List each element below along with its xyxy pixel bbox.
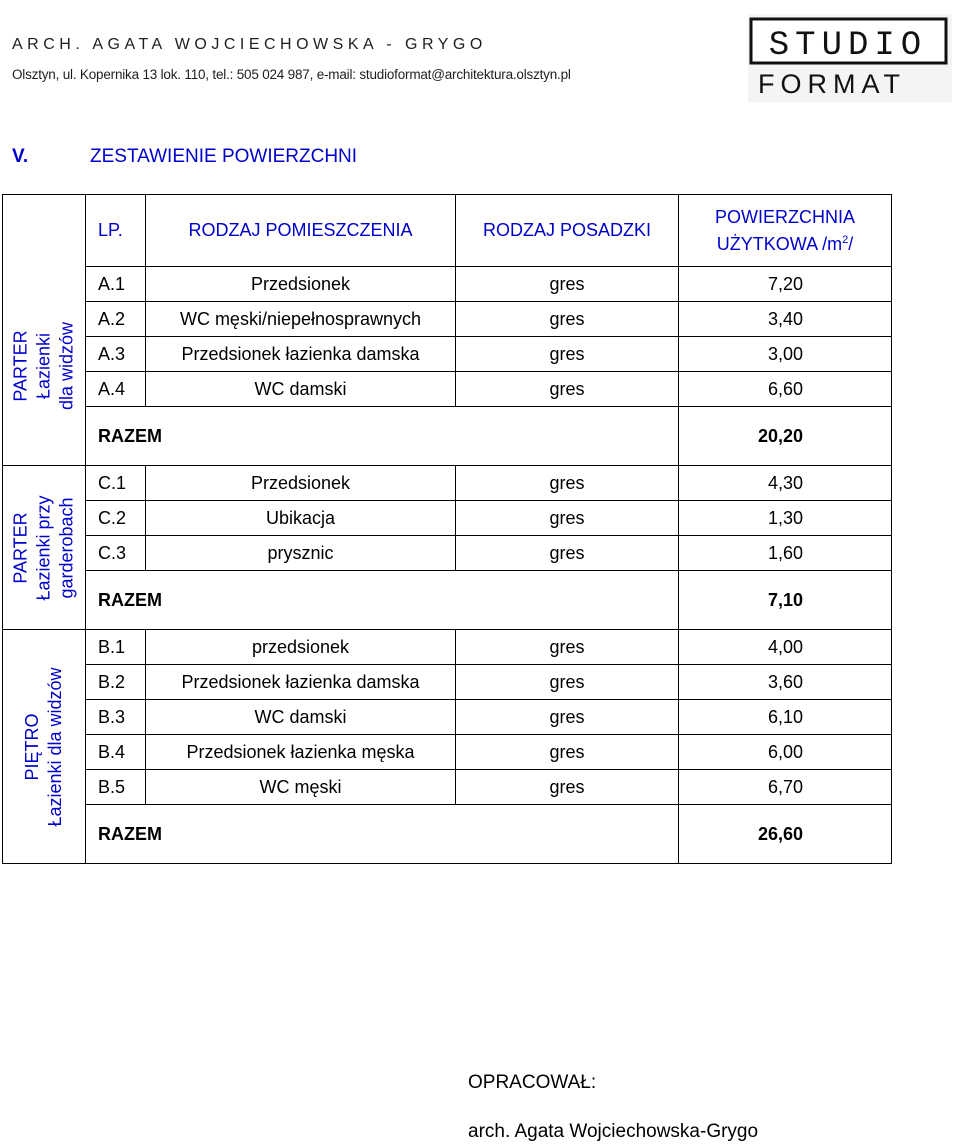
table-row bbox=[3, 372, 892, 407]
group-label-line: Łazienki przy bbox=[33, 494, 54, 601]
row-code: A.1 bbox=[86, 267, 146, 302]
table-row bbox=[3, 770, 892, 805]
row-floor: gres bbox=[456, 630, 679, 665]
sum-label: RAZEM bbox=[86, 407, 679, 466]
sum-label: RAZEM bbox=[86, 805, 679, 864]
area-summary-table bbox=[2, 194, 892, 864]
row-room: prysznic bbox=[146, 536, 456, 571]
row-area: 1,30 bbox=[679, 501, 892, 536]
row-room: przedsionek bbox=[146, 630, 456, 665]
table-row bbox=[3, 267, 892, 302]
column-header-area-line1: POWIERZCHNIA bbox=[714, 206, 855, 227]
table-row bbox=[3, 337, 892, 372]
row-area: 6,00 bbox=[679, 735, 892, 770]
table-row bbox=[3, 466, 892, 501]
table-row bbox=[3, 630, 892, 665]
table-header-row bbox=[3, 195, 892, 267]
header-empty-cell bbox=[3, 195, 86, 267]
row-room: Przedsionek łazienka damska bbox=[146, 337, 456, 372]
row-code: B.4 bbox=[86, 735, 146, 770]
row-area: 3,40 bbox=[679, 302, 892, 337]
row-code: A.2 bbox=[86, 302, 146, 337]
contact-address: Olsztyn, ul. Kopernika 13 lok. 110, tel.: 505 024 987, e-mail: studioformat@architektura.olsztyn.pl bbox=[12, 67, 571, 82]
group-label-line: PIĘTRO bbox=[22, 713, 42, 781]
row-area: 3,00 bbox=[679, 337, 892, 372]
column-header-area bbox=[679, 195, 892, 267]
row-code: C.1 bbox=[86, 466, 146, 501]
row-room: WC damski bbox=[146, 372, 456, 407]
group-label-parter-garderoby bbox=[3, 466, 86, 630]
row-code: B.2 bbox=[86, 665, 146, 700]
row-area: 7,20 bbox=[679, 267, 892, 302]
row-area: 3,60 bbox=[679, 665, 892, 700]
group-label-line: PARTER bbox=[10, 330, 31, 402]
row-code: B.3 bbox=[86, 700, 146, 735]
row-room: WC męski/niepełnosprawnych bbox=[146, 302, 456, 337]
group-label-line: garderobach bbox=[56, 496, 77, 599]
column-header-area-line2: UŻYTKOWA /m bbox=[716, 233, 843, 254]
row-code: A.4 bbox=[86, 372, 146, 407]
row-floor: gres bbox=[456, 501, 679, 536]
group-label-pietro-widzow bbox=[3, 630, 86, 864]
table-row bbox=[3, 302, 892, 337]
table-row bbox=[3, 700, 892, 735]
sum-row bbox=[3, 805, 892, 864]
row-floor: gres bbox=[456, 372, 679, 407]
column-header-area-end: / bbox=[848, 233, 854, 254]
row-room: Przedsionek bbox=[146, 466, 456, 501]
row-area: 6,10 bbox=[679, 700, 892, 735]
row-room: WC męski bbox=[146, 770, 456, 805]
row-code: A.3 bbox=[86, 337, 146, 372]
sum-label: RAZEM bbox=[86, 571, 679, 630]
row-code: C.2 bbox=[86, 501, 146, 536]
section-title: ZESTAWIENIE POWIERZCHNI bbox=[90, 146, 358, 167]
group-label-line: dla widzów bbox=[56, 321, 77, 410]
row-room: WC damski bbox=[146, 700, 456, 735]
table-row bbox=[3, 501, 892, 536]
group-label-line: Łazienki bbox=[33, 332, 54, 399]
row-code: B.5 bbox=[86, 770, 146, 805]
table-row bbox=[3, 665, 892, 700]
sum-value: 7,10 bbox=[679, 571, 892, 630]
prepared-by-label: OPRACOWAŁ: bbox=[468, 1072, 597, 1093]
studio-format-logo bbox=[748, 14, 952, 102]
row-area: 1,60 bbox=[679, 536, 892, 571]
row-code: B.1 bbox=[86, 630, 146, 665]
column-header-lp: LP. bbox=[86, 195, 146, 267]
row-floor: gres bbox=[456, 536, 679, 571]
group-label-parter-widzow bbox=[3, 267, 86, 466]
row-floor: gres bbox=[456, 735, 679, 770]
architect-name: ARCH. AGATA WOJCIECHOWSKA - GRYGO bbox=[12, 36, 487, 53]
group-label-line: PARTER bbox=[10, 511, 31, 584]
column-header-floor: RODZAJ POSADZKI bbox=[456, 195, 679, 267]
logo-text-studio: STUDIO bbox=[768, 27, 928, 65]
column-header-area-sup: 2 bbox=[842, 233, 849, 246]
row-area: 4,00 bbox=[679, 630, 892, 665]
sum-row bbox=[3, 571, 892, 630]
row-code: C.3 bbox=[86, 536, 146, 571]
row-floor: gres bbox=[456, 665, 679, 700]
group-label-line: Łazienki dla widzów bbox=[45, 666, 65, 827]
column-header-room: RODZAJ POMIESZCZENIA bbox=[146, 195, 456, 267]
sum-value: 26,60 bbox=[679, 805, 892, 864]
row-floor: gres bbox=[456, 466, 679, 501]
section-number: V. bbox=[12, 146, 29, 167]
table-row bbox=[3, 536, 892, 571]
row-floor: gres bbox=[456, 337, 679, 372]
row-room: Przedsionek łazienka męska bbox=[146, 735, 456, 770]
row-area: 4,30 bbox=[679, 466, 892, 501]
prepared-by-name: arch. Agata Wojciechowska-Grygo bbox=[468, 1121, 759, 1142]
row-room: Ubikacja bbox=[146, 501, 456, 536]
row-area: 6,60 bbox=[679, 372, 892, 407]
sum-row bbox=[3, 407, 892, 466]
row-floor: gres bbox=[456, 700, 679, 735]
row-area: 6,70 bbox=[679, 770, 892, 805]
row-room: Przedsionek bbox=[146, 267, 456, 302]
row-room: Przedsionek łazienka damska bbox=[146, 665, 456, 700]
logo-text-format: FORMAT bbox=[758, 69, 906, 99]
row-floor: gres bbox=[456, 770, 679, 805]
row-floor: gres bbox=[456, 302, 679, 337]
sum-value: 20,20 bbox=[679, 407, 892, 466]
row-floor: gres bbox=[456, 267, 679, 302]
table-row bbox=[3, 735, 892, 770]
